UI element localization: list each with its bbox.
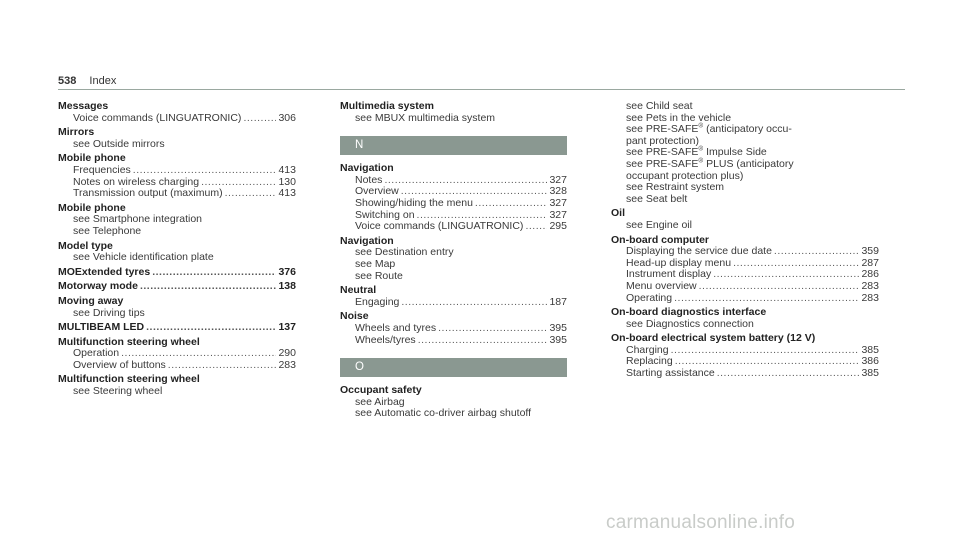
- dot-leader: [713, 269, 859, 281]
- index-column-1: [58, 101, 296, 401]
- see-reference-continued: pant protection): [626, 134, 699, 147]
- see-reference: see Child seat: [626, 100, 693, 112]
- index-subentry: [58, 360, 296, 372]
- index-subentry: [611, 246, 879, 258]
- dot-leader: [140, 281, 276, 293]
- subentry-label: Frequencies: [73, 163, 131, 176]
- index-column-3: [611, 101, 879, 383]
- index-term: Multifunction steering wheel: [58, 335, 200, 348]
- index-column-2: [340, 101, 567, 423]
- page-ref: 283: [861, 291, 879, 304]
- continued-see-references: [611, 101, 879, 205]
- index-entry: [611, 235, 879, 305]
- index-entry: [58, 296, 296, 319]
- index-term-row: [58, 281, 296, 293]
- index-entry: [340, 385, 567, 420]
- dot-leader: [418, 335, 547, 347]
- dot-leader: [475, 198, 547, 210]
- index-group-m-continued: [340, 101, 567, 124]
- dot-leader: [384, 175, 547, 187]
- dot-leader: [243, 113, 276, 125]
- section-title: Index: [89, 75, 117, 87]
- index-term: Neutral: [340, 284, 377, 297]
- see-reference: see Engine oil: [626, 218, 692, 231]
- see-reference-continued: occupant protection plus): [626, 169, 744, 182]
- index-term-row: [58, 267, 296, 279]
- index-subentry: [340, 297, 567, 309]
- see-reference: see Smartphone integration: [73, 213, 202, 226]
- subentry-label: Notes on wireless charging: [73, 175, 200, 188]
- page-ref: 327: [549, 173, 567, 186]
- page-ref: 327: [549, 196, 567, 209]
- index-term: Messages: [58, 100, 109, 112]
- see-reference: see Restraint system: [626, 181, 725, 194]
- index-subentry: [611, 293, 879, 305]
- index-entry: [340, 285, 567, 308]
- page-ref: 290: [278, 347, 296, 360]
- page-ref: 376: [278, 265, 296, 278]
- index-entry: [58, 281, 296, 293]
- dot-leader: [438, 323, 547, 335]
- dot-leader: [774, 246, 859, 258]
- index-group-n: [340, 163, 567, 346]
- letter-heading-o: O: [340, 358, 567, 377]
- index-term: Mobile phone: [58, 152, 126, 165]
- index-entry: [58, 127, 296, 150]
- dot-leader: [168, 360, 276, 372]
- subentry-label: Instrument display: [626, 268, 712, 281]
- index-entry: [58, 267, 296, 279]
- index-term: Moving away: [58, 294, 124, 307]
- header-rule: [58, 89, 905, 90]
- subentry-label: Starting assistance: [626, 367, 715, 380]
- dot-leader: [717, 368, 859, 380]
- see-reference: see PRE-SAFE® (anticipatory occu-: [626, 122, 792, 136]
- index-subentry: [58, 165, 296, 177]
- letter-heading-n: N: [340, 136, 567, 155]
- index-entry: [58, 203, 296, 238]
- dot-leader: [225, 188, 276, 200]
- page-ref: 283: [278, 358, 296, 371]
- page-ref: 385: [861, 343, 879, 356]
- see-reference: see Outside mirrors: [73, 137, 165, 150]
- dot-leader: [671, 345, 859, 357]
- index-subentry: [340, 323, 567, 335]
- index-term: Model type: [58, 239, 113, 252]
- registered-mark: ®: [698, 157, 704, 165]
- subentry-label: Voice commands (LINGUATRONIC): [73, 111, 242, 124]
- page-ref: 395: [549, 333, 567, 346]
- index-term: Mirrors: [58, 126, 95, 139]
- index-entry: [58, 153, 296, 199]
- see-reference: see Route: [355, 269, 403, 282]
- index-group-o-continued: [611, 208, 879, 379]
- subentry-label: Transmission output (maximum): [73, 187, 223, 200]
- see-reference: see Map: [355, 257, 396, 270]
- index-subentry: [611, 281, 879, 293]
- index-entry: [340, 311, 567, 346]
- index-term: Occupant safety: [340, 384, 422, 397]
- subentry-label: Voice commands (LINGUATRONIC): [355, 220, 524, 233]
- subentry-label: Replacing: [626, 355, 673, 368]
- index-term: Navigation: [340, 162, 394, 175]
- index-entry: [58, 374, 296, 397]
- subentry-label: Engaging: [355, 295, 400, 308]
- index-entry: [58, 337, 296, 372]
- index-term: Noise: [340, 310, 369, 323]
- index-term: On-board electrical system battery (12 V): [611, 332, 816, 345]
- subentry-label: Head-up display menu: [626, 256, 732, 269]
- page-ref: 137: [278, 321, 296, 334]
- index-term: Navigation: [340, 234, 394, 247]
- subentry-label: Charging: [626, 343, 669, 356]
- subentry-label: Menu overview: [626, 279, 697, 292]
- page-ref: 287: [861, 256, 879, 269]
- index-group-o: [340, 385, 567, 420]
- index-term: Motorway mode: [58, 280, 138, 293]
- index-term: MULTIBEAM LED: [58, 321, 145, 334]
- page-ref: 138: [278, 280, 296, 293]
- page-ref: 187: [549, 295, 567, 308]
- dot-leader: [733, 258, 859, 270]
- see-reference: see Pets in the vehicle: [626, 111, 732, 124]
- see-reference: see PRE-SAFE® PLUS (anticipatory: [626, 157, 794, 170]
- page-header: [58, 75, 116, 87]
- page-ref: 328: [549, 185, 567, 198]
- index-entry: [340, 163, 567, 233]
- index-entry: [611, 208, 879, 231]
- dot-leader: [699, 281, 859, 293]
- registered-mark: ®: [698, 122, 704, 130]
- index-term: On-board diagnostics interface: [611, 306, 767, 319]
- subentry-label: Switching on: [355, 208, 415, 221]
- index-subentry: [611, 368, 879, 380]
- subentry-label: Showing/hiding the menu: [355, 196, 473, 209]
- dot-leader: [152, 267, 276, 279]
- subentry-label: Overview: [355, 185, 399, 198]
- index-term: Multimedia system: [340, 100, 434, 112]
- page-ref: 359: [861, 245, 879, 258]
- index-subentry: [340, 198, 567, 210]
- dot-leader: [525, 221, 547, 233]
- page-ref: 286: [861, 268, 879, 281]
- see-reference: see Driving tips: [73, 306, 145, 319]
- see-reference: see Diagnostics connection: [626, 317, 754, 330]
- subentry-label: Operating: [626, 291, 673, 304]
- index-term: MOExtended tyres: [58, 265, 151, 278]
- dot-leader: [674, 293, 859, 305]
- index-entry: [611, 333, 879, 379]
- index-term-row: [58, 322, 296, 334]
- see-reference: see Destination entry: [355, 246, 454, 259]
- subentry-label: Operation: [73, 347, 120, 360]
- index-entry: [58, 241, 296, 264]
- see-reference: see PRE-SAFE® Impulse Side: [626, 145, 767, 159]
- subentry-label: Notes: [355, 173, 383, 186]
- see-reference: see Vehicle identification plate: [73, 251, 214, 264]
- index-entry: [611, 307, 879, 330]
- see-reference: see Seat belt: [626, 192, 688, 205]
- index-entry: [340, 101, 567, 124]
- page-ref: 385: [861, 367, 879, 380]
- page-ref: 306: [278, 111, 296, 124]
- dot-leader: [146, 322, 276, 334]
- index-entry: [58, 101, 296, 124]
- index-term: On-board computer: [611, 233, 710, 246]
- index-subentry: [58, 113, 296, 125]
- page-ref: 130: [278, 175, 296, 188]
- index-subentry: [340, 221, 567, 233]
- page-ref: 395: [549, 321, 567, 334]
- see-reference: see Automatic co-driver airbag shutoff: [355, 407, 532, 420]
- subentry-label: Displaying the service due date: [626, 245, 772, 258]
- page-ref: 413: [278, 163, 296, 176]
- index-term: Oil: [611, 207, 626, 220]
- see-reference: see Telephone: [73, 224, 142, 237]
- subentry-label: Wheels and tyres: [355, 321, 437, 334]
- registered-mark: ®: [698, 145, 704, 153]
- page-ref: 295: [549, 220, 567, 233]
- subentry-label: Overview of buttons: [73, 358, 166, 371]
- index-subentry: [340, 335, 567, 347]
- dot-leader: [401, 297, 547, 309]
- index-term: Multifunction steering wheel: [58, 373, 200, 386]
- page-number: 538: [58, 75, 77, 87]
- index-subentry: [58, 188, 296, 200]
- page-ref: 386: [861, 355, 879, 368]
- see-reference: see Airbag: [355, 395, 405, 408]
- index-term: Mobile phone: [58, 201, 126, 214]
- index-entry: [58, 322, 296, 334]
- page-ref: 327: [549, 208, 567, 221]
- page-ref: 283: [861, 279, 879, 292]
- dot-leader: [133, 165, 276, 177]
- see-reference: see MBUX multimedia system: [355, 111, 496, 124]
- watermark: carmanualsonline.info: [606, 512, 796, 533]
- index-entry: [340, 236, 567, 282]
- subentry-label: Wheels/tyres: [355, 333, 416, 346]
- see-reference: see Steering wheel: [73, 385, 163, 398]
- page-ref: 413: [278, 187, 296, 200]
